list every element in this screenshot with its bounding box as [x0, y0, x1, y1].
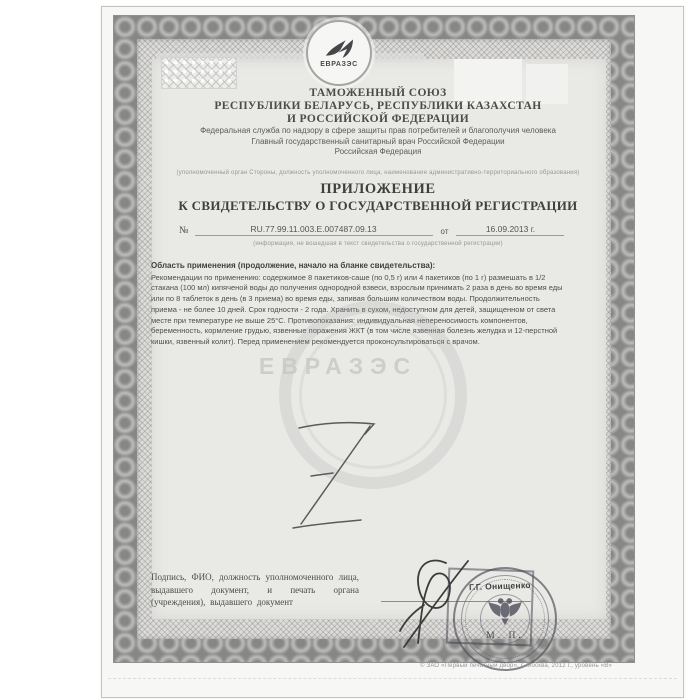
printer-imprint: © ЗАО «Первый печатный двор», г. Москва, 2012 г., уровень «В»: [420, 663, 612, 669]
agency-line3: Российская Федерация: [334, 147, 422, 156]
agency-line2: Главный государственный санитарный врач Российской Федерации: [251, 136, 505, 146]
union-title-line2: РЕСПУБЛИКИ БЕЛАРУСЬ, РЕСПУБЛИКИ КАЗАХСТАН: [214, 100, 542, 112]
agency-line1: Федеральная служба по надзору в сфере защиты прав потребителей и благополучия человека: [200, 126, 556, 135]
registration-date-value: 16.09.2013 г.: [456, 224, 564, 236]
eurasec-emblem: [306, 20, 372, 86]
date-label: от: [440, 226, 449, 236]
registration-number-row: [179, 224, 605, 236]
eurasec-bird-icon: [322, 38, 356, 60]
number-fine-print: (информация, не вошедшая в текст свидетельства о государственной регистрации): [253, 240, 503, 247]
header-fine-print: (уполномоченный орган Стороны, должность уполномоченного лица, наименование административно-территориального образования): [176, 169, 580, 176]
footer-divider: [108, 678, 677, 679]
double-eagle-icon: [486, 593, 524, 627]
union-title-line3: И РОССИЙСКОЙ ФЕДЕРАЦИИ: [286, 113, 470, 125]
seal-place-label: М. П.: [486, 631, 524, 641]
handwritten-z-mark: [281, 413, 391, 543]
registration-number-value: RU.77.99.11.003.E.007487.09.13: [195, 224, 433, 236]
eurasec-emblem-label: ЕВРАЗЭС: [320, 61, 358, 68]
application-area-heading: Область применения (продолжение, начало на бланке свидетельства):: [151, 260, 436, 270]
signature-caption: Подпись, ФИО, должность уполномоченного лица, выдавшего документ, и печать органа (учреждения), выдавшего документ: [151, 572, 359, 607]
doc-title-line1: ПРИЛОЖЕНИЕ: [320, 180, 436, 197]
application-area-text: Рекомендации по применению: содержимое 8 пакетиков-саше (по 0,5 г) или 4 пакетиков (по 1 г) размешать в 1/2 стакана (100 мл) кипяченой воды до получения однородной взвеси, взрослым принимать 2 раза в день во время еды или по 8 таблеток в день (в 3 приема) во время еды, запивая большим количеством воды. Продолжительность приема - не более 10 дней. Срок годности - 2 года. Хранить в сухом, недоступном для детей, защищенном от света месте при температуре не выше 25°С. Противопоказания: индивидуальная непереносимость компонентов, беременность, кормление грудью, язвенные поражения ЖКТ (в том числе язвенная болезнь желудка и 12-перстной кишки, язвенный колит). Перед применением рекомендуется проконсультироваться с врачом.: [151, 272, 563, 347]
doc-title-line2: К СВИДЕТЕЛЬСТВУ О ГОСУДАРСТВЕННОЙ РЕГИСТРАЦИИ: [178, 197, 578, 213]
union-title-line1: ТАМОЖЕННЫЙ СОЮЗ: [309, 87, 447, 99]
signer-name: Г.Г. Онищенко: [468, 579, 531, 593]
number-label: №: [179, 224, 189, 236]
certificate-page: [101, 6, 684, 698]
watermark-text: ЕВРАЗЭС: [258, 353, 418, 379]
